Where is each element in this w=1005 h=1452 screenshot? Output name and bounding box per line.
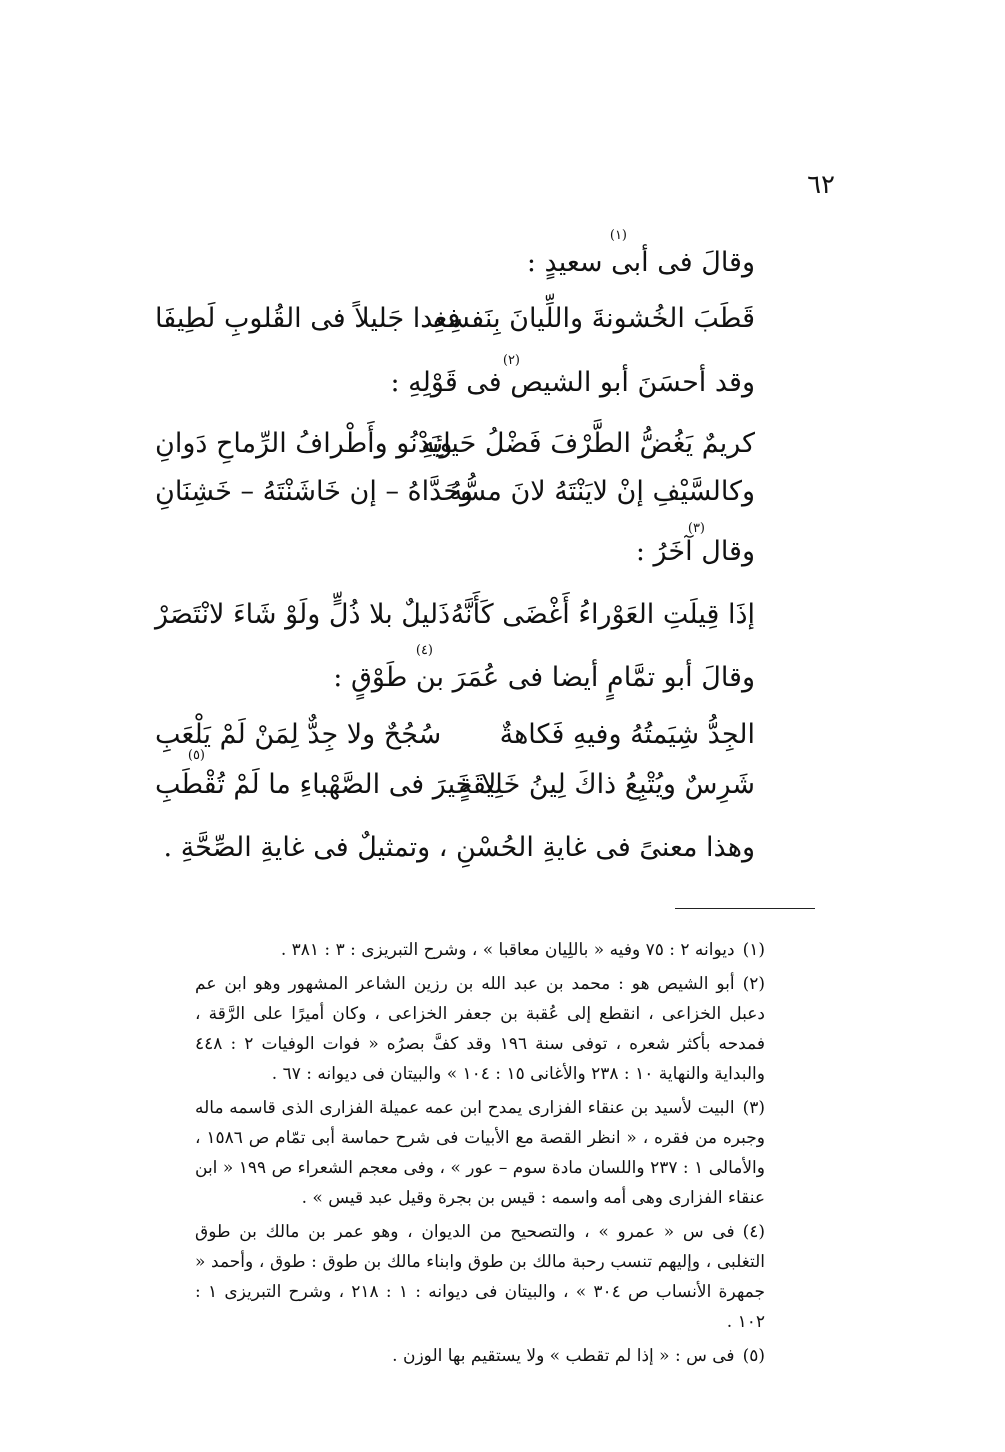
footnote-label: (٥) (742, 1346, 765, 1366)
intro-line-text: وقالَ فى أبى سعيدٍ : (526, 247, 755, 278)
intro-line-4 (333, 658, 755, 698)
footnote-text: البيت لأسيد بن عنقاء الفزارى يمدح ابن عمه عميلة الفزارى الذى قاسمه ماله وجبره من فقره ، « انظر القصة مع الأبيات فى شرح حماسة أبى تمّام ص ١٥٨٦ ، والأمالى ١ : ٢٣٧ واللسان مادة سوم – عور » ، وفى معجم الشعراء ص ١٩٩ « ابن عنقاء الفزارى وهى أمه واسمه : قيس بن بجرة وقيل عبد قيس » . (195, 1098, 765, 1208)
footnote-label: (٢) (742, 974, 765, 994)
footnote-4 (195, 1217, 765, 1337)
footnote-ref: (٥) (187, 748, 205, 763)
intro-line-2 (390, 363, 755, 403)
verse-second-hemistich: وحَدَّاهُ – إن خَاشَنْتَهُ – خَشِنَانِ (155, 476, 474, 507)
footnote-text: ديوانه ٢ : ٧٥ وفيه « باللِيان معاقبا » ، وشرح التبريزى : ٣ : ٣٨١ . (280, 940, 735, 960)
footnote-text: فى س « عمرو » ، والتصحيح من الديوان ، وهو عمر بن مالك بن طوق التغلبى ، وإليهم تنسب رحبة مالك بن طوق وابناء مالك بن طوق : طوق ، وأحمد « جمهرة الأنساب ص ٣٠٤ » ، والبيتان فى ديوانه : ١ : ٢١٨ ، وشرح التبريزى ١ : ١٠٢ . (195, 1222, 765, 1332)
verse-second-hemistich: سُجُحٌ ولا جِدٌّ لِمَنْ لَمْ يَلْعَبِ (155, 719, 442, 750)
footnote-label: (١) (742, 940, 765, 960)
footnote-2 (195, 969, 765, 1089)
closing-line (164, 828, 755, 868)
verse-3 (155, 469, 755, 515)
intro-line-1 (527, 243, 755, 283)
closing-line-text: وهذا معنىً فى غايةِ الحُسْنِ ، وتمثيلٌ فى غايةِ الصِّحَّةِ . (163, 832, 755, 863)
verse-first-hemistich: إذَا قِيلَتِ العَوْراءُ أَغْضَى كَأَنَّهُ (450, 599, 755, 630)
page-number: ٦٢ (807, 170, 835, 200)
verse-first-hemistich: كريمٌ يَغُضُّ الطَّرْفَ فَضْلُ حَيائِهِ (421, 428, 755, 459)
intro-line-text: وقد أحسَنَ أبو الشيص فى قَوْلِهِ : (390, 367, 755, 398)
footnote-1 (195, 935, 765, 965)
verse-second-hemistich: ذَليلٌ بلا ذُلٍّ ولَوْ شَاءَ لانْتَصَرْ (155, 599, 451, 630)
verse-first-hemistich: الجِدُّ شِيَمتُهُ وفيهِ فَكاهةٌ (499, 719, 755, 750)
verse-first-hemistich: وكالسَّيْفِ إنْ لايَنْتَهُ لانَ مسُّهُ (448, 476, 755, 507)
verse-5 (155, 712, 755, 758)
verse-second-hemistich: فغدا جَليلاً فى القُلوبِ لَطِيفَا (155, 303, 461, 334)
verse-first-hemistich: قَطَبَ الخُشونةَ واللِّيانَ بِنَفسِهِ (432, 303, 755, 334)
footnote-ref: (١) (609, 228, 627, 243)
footnote-3 (195, 1093, 765, 1213)
verse-first-hemistich: شَرِسٌ ويُتْبِعُ ذاكَ لِينُ خَلِيقَةٍ (458, 769, 755, 800)
footnote-ref: (٣) (687, 521, 705, 536)
footnote-ref: (٤) (415, 643, 433, 658)
intro-line-text: وقال آخَرُ : (635, 536, 755, 567)
verse-second-hemistich: ويَدْنُو وأَطْرافُ الرِّماحِ دَوانِ (155, 428, 453, 459)
intro-line-text: وقالَ أبو تمَّامٍ أيضا فى عُمَرَ بن طَوْقٍ : (333, 662, 755, 693)
verse-4 (155, 592, 755, 638)
footnote-ref: (٢) (502, 353, 520, 368)
footnotes (195, 935, 765, 1375)
footnote-text: فى س : « إذا لم تقطب » ولا يستقيم بها الوزن . (392, 1346, 735, 1366)
footnote-separator (675, 908, 815, 909)
intro-line-3 (636, 532, 755, 572)
verse-6 (155, 762, 755, 808)
verse-1 (155, 296, 755, 342)
footnote-label: (٤) (742, 1222, 765, 1242)
verse-second-hemistich: لا خَيرَ فى الصَّهْباءِ ما لَمْ تُقْطَبِ (155, 769, 497, 800)
verse-2 (155, 421, 755, 467)
footnote-label: (٣) (742, 1098, 765, 1118)
footnote-text: أبو الشيص هو : محمد بن عبد الله بن رزين الشاعر المشهور وهو ابن عم دعبل الخزاعى ، انقطع إلى عُقبة بن جعفر الخزاعى ، وكان أميرًا على الرَّقة ، فمدحه بأكثر شعره ، توفى سنة ١٩٦ وقد كفَّ بصرُه « فوات الوفيات ٢ : ٤٤٨ والبداية والنهاية ١٠ : ٢٣٨ والأغانى ١٥ : ١٠٤ » والبيتان فى ديوانه : ٦٧ . (195, 974, 765, 1084)
footnote-5 (195, 1341, 765, 1371)
